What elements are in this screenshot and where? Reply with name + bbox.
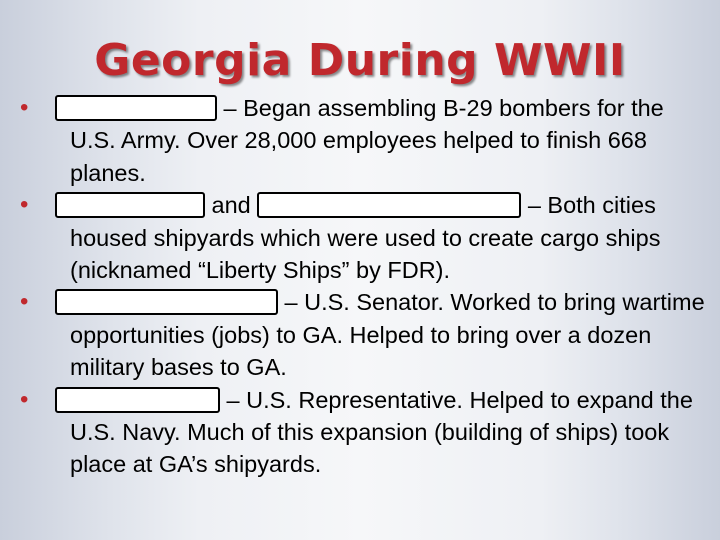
bullet-marker: • — [20, 94, 29, 121]
bullet-text: – Began assembling B-29 bombers for the U.S. Army. Over 28,000 employees helped to finish 668 planes. — [70, 95, 664, 186]
slide-title: Georgia During WWII — [94, 35, 626, 86]
bullet-text: – Both cities housed shipyards which were used to create cargo ships (nicknamed “Liberty Ships” by FDR). — [70, 192, 661, 284]
bullet-text: – U.S. Senator. Worked to bring wartime opportunities (jobs) to GA. Helped to bring over a dozen military bases to GA. — [70, 289, 705, 381]
bullet-connector: and — [211, 192, 251, 219]
bullet-marker: • — [20, 385, 29, 413]
redacted-answer-box — [55, 192, 205, 218]
bullet-item-shipyards — [20, 189, 710, 286]
bullet-marker: • — [20, 288, 29, 316]
redacted-answer-box — [55, 95, 217, 121]
bullet-item-bell-aircraft — [20, 92, 710, 189]
bullet-item-representative — [20, 384, 710, 481]
bullet-text: – U.S. Representative. Helped to expand the U.S. Navy. Much of this expansion (building of ships) took place at GA’s shipyards. — [70, 386, 693, 478]
bullet-list — [20, 92, 710, 481]
redacted-answer-box — [55, 387, 220, 413]
redacted-answer-box — [55, 289, 278, 315]
bullet-item-senator — [20, 286, 710, 383]
redacted-answer-box — [257, 192, 521, 218]
bullet-marker: • — [20, 191, 29, 219]
